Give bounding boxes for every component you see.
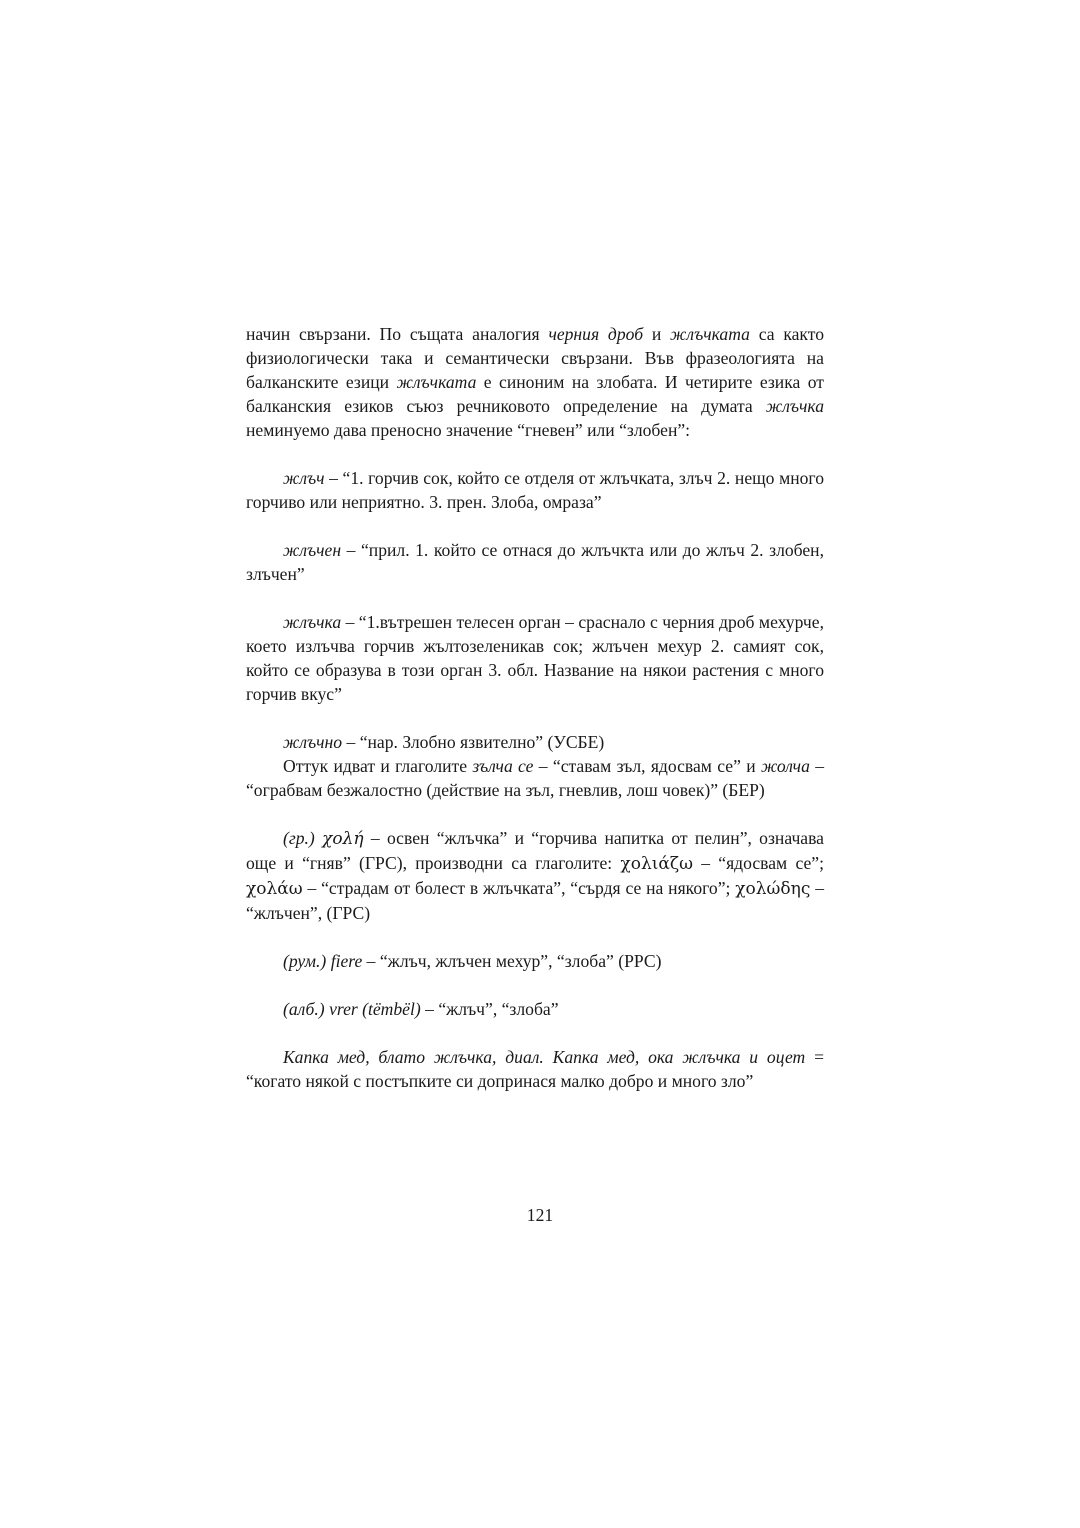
entry-term: жлъчно bbox=[283, 732, 343, 752]
entry-zhlachen bbox=[246, 538, 824, 586]
entry-term: жлъчен bbox=[283, 540, 342, 560]
idiom-meaning: = “когато някой с постъпките си допринася малко добро и много зло” bbox=[246, 1047, 824, 1091]
text-run: – “жлъчен”, (ГРС) bbox=[246, 878, 824, 923]
entry-definition: – “нар. Злобно язвително” (УСБЕ) bbox=[342, 732, 605, 752]
italic-term: жолча bbox=[760, 756, 810, 776]
text-run: начин свързани. По същата аналогия bbox=[246, 324, 549, 344]
text-run: са както физиологически така и семантически свързани. Във фразеологията на балканските езици bbox=[246, 324, 824, 392]
text-run: – “страдам от болест в жлъчката”, “сърдя се на някого”; bbox=[302, 878, 736, 898]
romanian-word: fiere bbox=[330, 951, 363, 971]
greek-word: χολώδης bbox=[735, 879, 811, 899]
entry-definition: – “1. горчив сок, който се отделя от жлъчката, злъч 2. нещо много горчиво или неприятно. 3. прен. Злоба, омраза” bbox=[246, 468, 824, 512]
spacer bbox=[246, 442, 824, 466]
page-number: 121 bbox=[526, 1205, 554, 1225]
intro-paragraph bbox=[246, 322, 824, 442]
language-tag: (алб.) bbox=[283, 999, 325, 1019]
text-run: – освен “жлъчка” и “горчива напитка от пелин”, означава още и “гняв” (ГРС), производни са глаголите: bbox=[246, 828, 824, 873]
entry-term: жлъч bbox=[283, 468, 325, 488]
verbs-paragraph bbox=[246, 754, 824, 802]
spacer bbox=[246, 973, 824, 997]
entry-term: жлъчка bbox=[283, 612, 342, 632]
spacer bbox=[246, 586, 824, 610]
spacer bbox=[246, 925, 824, 949]
albanian-entry bbox=[246, 997, 824, 1021]
idiom-entry bbox=[246, 1045, 824, 1093]
greek-word: χολιάζω bbox=[620, 854, 693, 874]
italic-term: жлъчка bbox=[765, 396, 824, 416]
text-run: Оттук идват и глаголите bbox=[283, 756, 473, 776]
entry-zhlachka bbox=[246, 610, 824, 706]
main-text bbox=[246, 322, 824, 1093]
idiom-phrase: Капка мед, блато жлъчка, диал. Капка мед, ока жлъчка и оцет bbox=[283, 1047, 806, 1067]
italic-term: черния дроб bbox=[548, 324, 644, 344]
greek-word: χολάω bbox=[246, 879, 303, 899]
text-run: – “ядосвам се”; bbox=[692, 853, 824, 873]
italic-term: жлъчката bbox=[396, 372, 477, 392]
text-run: и bbox=[643, 324, 671, 344]
italic-term: жлъчката bbox=[670, 324, 750, 344]
spacer bbox=[246, 1021, 824, 1045]
spacer bbox=[246, 802, 824, 826]
language-tag: (гр.) bbox=[283, 828, 315, 848]
italic-term: зълча се bbox=[472, 756, 534, 776]
greek-entry bbox=[246, 826, 824, 925]
text-run: – “ограбвам безжалостно (действие на зъл, гневлив, лош човек)” (БЕР) bbox=[246, 756, 824, 800]
spacer bbox=[246, 706, 824, 730]
entry-zhlachno bbox=[246, 730, 824, 754]
romanian-entry bbox=[246, 949, 824, 973]
entry-definition: – “1.вътрешен телесен орган – сраснало с черния дроб мехурче, което излъчва горчив жълтозеленикав сок; жлъчен мехур 2. самият сок, който се образува в този орган 3. обл. Название на някои растения с много горчив вкус” bbox=[246, 612, 824, 704]
entry-definition: – “прил. 1. който се отнася до жлъчкта или до жлъч 2. злобен, злъчен” bbox=[246, 540, 824, 584]
text-run: неминуемо дава преносно значение “гневен” или “злобен”: bbox=[246, 420, 691, 440]
text-run: – “ставам зъл, ядосвам се” и bbox=[533, 756, 761, 776]
albanian-word: vrer (tëmbël) bbox=[329, 999, 421, 1019]
text-run: е синоним на злобата. И четирите езика от балканския езиков съюз речниковото определение на думата bbox=[246, 372, 824, 416]
entry-definition: – “жлъч”, “злоба” bbox=[420, 999, 559, 1019]
entry-definition: – “жлъч, жлъчен мехур”, “злоба” (РРС) bbox=[362, 951, 662, 971]
spacer bbox=[246, 514, 824, 538]
language-tag: (рум.) bbox=[283, 951, 327, 971]
entry-zhlach bbox=[246, 466, 824, 514]
greek-word: χολή bbox=[322, 829, 364, 849]
